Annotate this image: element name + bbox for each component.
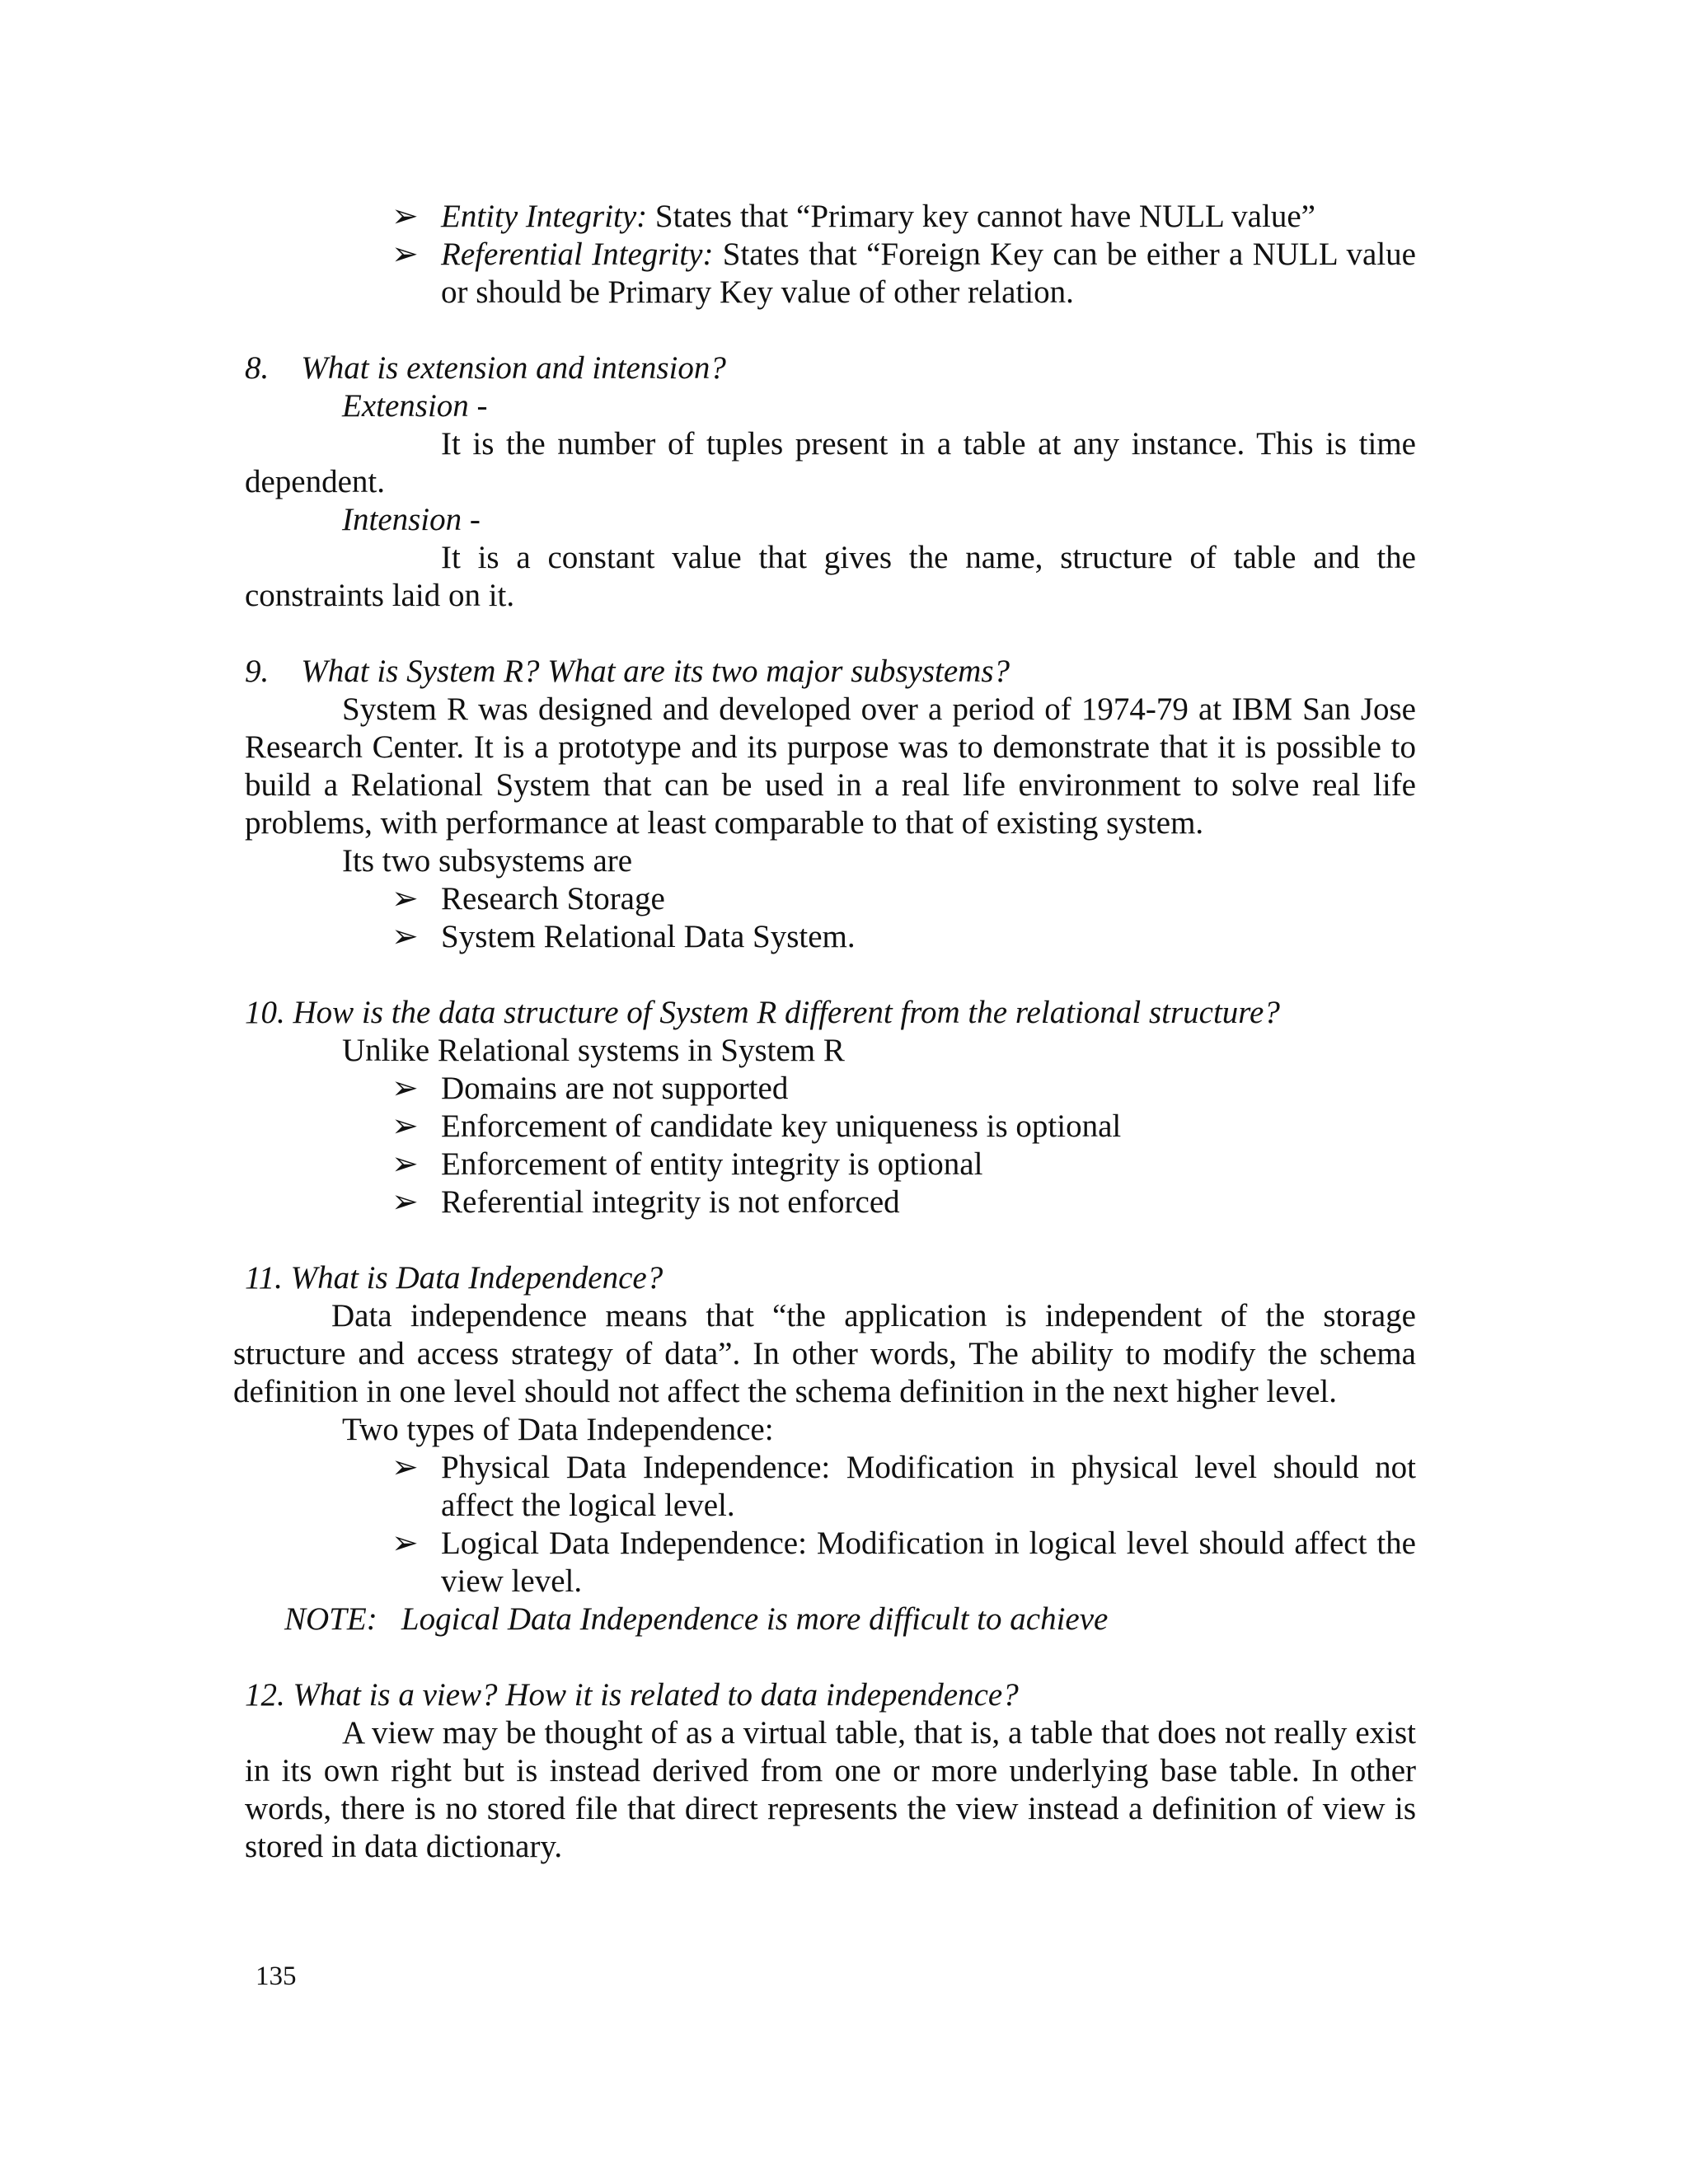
question-10-heading: 10. How is the data structure of System R different from the relational structure? bbox=[245, 995, 1280, 1030]
bullet-referential-integrity-cont: or should be Primary Key value of other relation. bbox=[441, 274, 1074, 310]
arrow-bullet-icon: ➢ bbox=[392, 881, 419, 916]
list-item: Research Storage bbox=[441, 881, 665, 916]
arrow-bullet-icon: ➢ bbox=[392, 1450, 419, 1485]
question-9-para-line: System R was designed and developed over a period of 1974-79 at IBM San Jose bbox=[342, 691, 1416, 727]
arrow-bullet-icon: ➢ bbox=[392, 237, 419, 272]
list-item: Referential integrity is not enforced bbox=[441, 1184, 900, 1220]
arrow-bullet-icon: ➢ bbox=[392, 919, 419, 954]
question-9-para-line: problems, with performance at least comparable to that of existing system. bbox=[245, 805, 1204, 841]
intension-line-1: It is a constant value that gives the name, structure of table and the bbox=[441, 540, 1416, 575]
question-11-para-line: structure and access strategy of data”. In other words, The ability to modify the schema bbox=[233, 1336, 1416, 1371]
extension-line-1: It is the number of tuples present in a table at any instance. This is time bbox=[441, 426, 1416, 462]
question-11-heading: 11. What is Data Independence? bbox=[245, 1260, 663, 1296]
question-11-para-line: Data independence means that “the application is independent of the storage bbox=[331, 1298, 1416, 1333]
question-9-heading: 9. What is System R? What are its two major subsystems? bbox=[245, 654, 1010, 689]
text-referential-integrity: States that “Foreign Key can be either a NULL value bbox=[713, 237, 1416, 272]
arrow-bullet-icon: ➢ bbox=[392, 1184, 419, 1220]
question-12-para-line: A view may be thought of as a virtual table, that is, a table that does not really exist bbox=[342, 1715, 1416, 1750]
list-item: Enforcement of candidate key uniqueness is optional bbox=[441, 1108, 1122, 1144]
text-entity-integrity: States that “Primary key cannot have NULL value” bbox=[647, 199, 1315, 234]
arrow-bullet-icon: ➢ bbox=[392, 1071, 419, 1106]
question-11-types-intro: Two types of Data Independence: bbox=[342, 1412, 774, 1447]
extension-label: Extension - bbox=[342, 388, 488, 424]
question-8-heading: 8. What is extension and intension? bbox=[245, 350, 726, 386]
bullet-entity-integrity bbox=[441, 198, 1315, 236]
question-10-intro: Unlike Relational systems in System R bbox=[342, 1033, 845, 1068]
question-9-subsystems-intro: Its two subsystems are bbox=[342, 843, 633, 879]
list-item: System Relational Data System. bbox=[441, 919, 856, 954]
term-referential-integrity: Referential Integrity: bbox=[441, 237, 714, 272]
arrow-bullet-icon: ➢ bbox=[392, 1146, 419, 1182]
list-item: Physical Data Independence: Modification in physical level should not bbox=[441, 1450, 1416, 1485]
intension-line-2: constraints laid on it. bbox=[245, 578, 515, 613]
extension-line-2: dependent. bbox=[245, 464, 386, 499]
arrow-bullet-icon: ➢ bbox=[392, 1526, 419, 1561]
arrow-bullet-icon: ➢ bbox=[392, 1108, 419, 1144]
list-item-cont: view level. bbox=[441, 1563, 583, 1599]
list-item: Domains are not supported bbox=[441, 1071, 789, 1106]
question-9-para-line: build a Relational System that can be used in a real life environment to solve real life bbox=[245, 767, 1416, 803]
question-11-note: NOTE: Logical Data Independence is more difficult to achieve bbox=[284, 1601, 1109, 1637]
list-item: Logical Data Independence: Modification in logical level should affect the bbox=[441, 1526, 1416, 1561]
arrow-bullet-icon: ➢ bbox=[392, 199, 419, 234]
question-12-para-line: in its own right but is instead derived from one or more underlying base table. In other bbox=[245, 1753, 1416, 1788]
list-item-cont: affect the logical level. bbox=[441, 1488, 735, 1523]
question-11-para-line: definition in one level should not affect the schema definition in the next higher level. bbox=[233, 1374, 1337, 1409]
question-9-para-line: Research Center. It is a prototype and its purpose was to demonstrate that it is possible to bbox=[245, 729, 1416, 765]
question-12-para-line: stored in data dictionary. bbox=[245, 1829, 563, 1864]
term-entity-integrity: Entity Integrity: bbox=[441, 199, 648, 234]
bullet-referential-integrity bbox=[441, 236, 1416, 274]
page-number: 135 bbox=[256, 1961, 297, 1991]
question-12-heading: 12. What is a view? How it is related to data independence? bbox=[245, 1677, 1019, 1713]
intension-label: Intension - bbox=[342, 502, 481, 537]
question-12-para-line: words, there is no stored file that direct represents the view instead a definition of view is bbox=[245, 1791, 1416, 1826]
list-item: Enforcement of entity integrity is optional bbox=[441, 1146, 983, 1182]
